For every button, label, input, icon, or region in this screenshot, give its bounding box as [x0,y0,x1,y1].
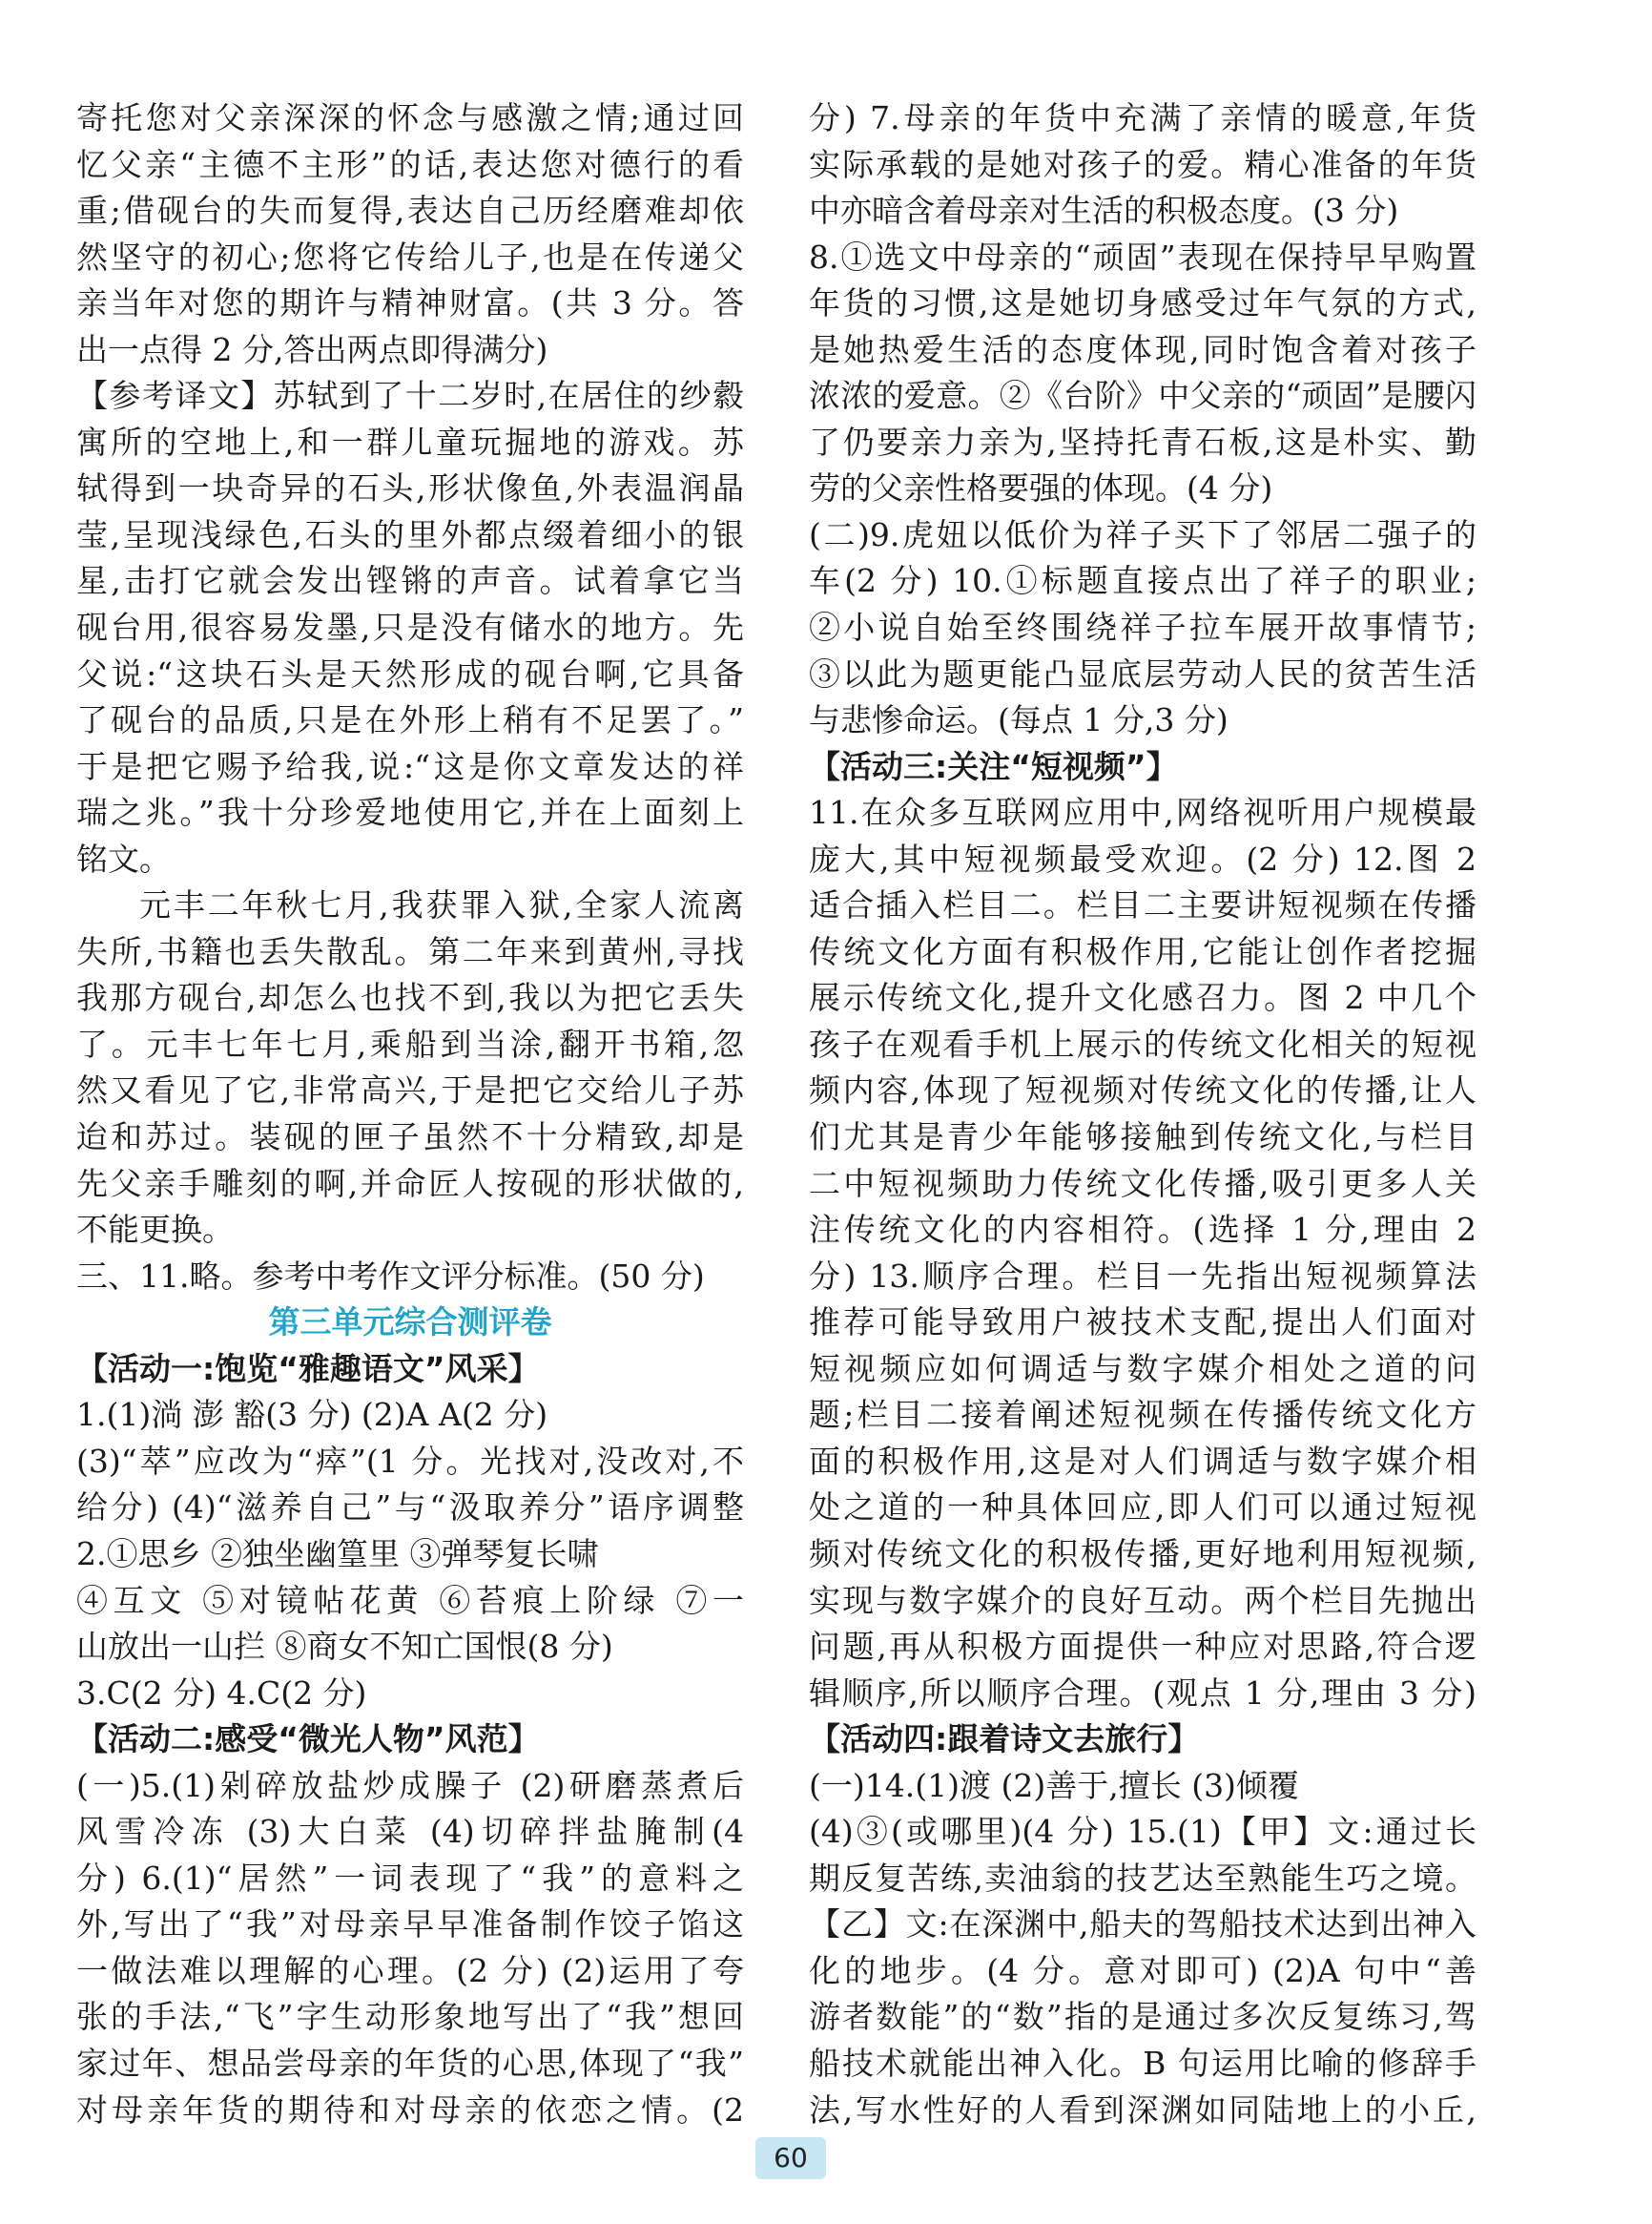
text-line: 1.(1)淌 澎 豁(3 分) (2)A A(2 分) [76,1396,548,1434]
text-line: 山放出一山拦 ⑧商女不知亡国恨(8 分) [76,1628,613,1666]
text-line: 化的地步。(4 分。意对即可) (2)A 句中“善 [809,1951,1476,1989]
text-line: 与悲惨命运。(每点 1 分,3 分) [809,701,1229,739]
text-line: (3)“萃”应改为“瘁”(1 分。光找对,没改对,不 [76,1442,744,1480]
left-column [76,95,744,2133]
text-line: 二中短视频助力传统文化传播,吸引更多人关 [809,1164,1476,1202]
text-line: 寓所的空地上,和一群儿童玩掘地的游戏。苏 [76,423,744,461]
text-line: 张的手法,“飞”字生动形象地写出了“我”想回 [76,1998,744,2036]
text-line: 家过年、想品尝母亲的年货的心思,体现了“我” [76,2044,744,2082]
text-line: 是她热爱生活的态度体现,同时饱含着对孩子 [809,330,1476,368]
text-line: 不能更换。 [76,1211,234,1249]
text-line: 先父亲手雕刻的啊,并命匠人按砚的形状做的, [76,1164,744,1202]
text-line: 对母亲年货的期待和对母亲的依恋之情。(2 [76,2090,744,2129]
text-line: 实际承载的是她对孩子的爱。精心准备的年货 [809,145,1476,183]
text-line: (4)③(或哪里)(4 分) 15.(1)【甲】文:通过长 [809,1813,1476,1851]
section-heading: 【活动四:跟着诗文去旅行】 [809,1720,1200,1758]
text-line: 们尤其是青少年能够接触到传统文化,与栏目 [809,1118,1476,1156]
text-line: 砚台用,很容易发墨,只是没有储水的地方。先 [76,609,744,647]
text-line: 题;栏目二接着阐述短视频在传播传统文化方 [809,1396,1476,1434]
text-line: 星,击打它就会发出铿锵的声音。试着拿它当 [76,562,744,600]
text-line: ③以此为题更能凸显底层劳动人民的贫苦生活 [809,655,1476,693]
text-line: 铭文。 [76,840,171,878]
text-line: 辑顺序,所以顺序合理。(观点 1 分,理由 3 分) [809,1673,1476,1712]
text-line: 3.C(2 分) 4.C(2 分) [76,1673,367,1712]
text-line: (一)14.(1)渡 (2)善于,擅长 (3)倾覆 [809,1766,1299,1804]
section-heading: 【活动一:饱览“雅趣语文”风采】 [76,1349,540,1387]
text-line: 展示传统文化,提升文化感召力。图 2 中几个 [809,979,1476,1017]
text-line: 分) 6.(1)“居然”一词表现了“我”的意料之 [76,1859,744,1897]
text-line: 注传统文化的内容相符。(选择 1 分,理由 2 [809,1211,1476,1249]
text-line: 频对传统文化的积极传播,更好地利用短视频, [809,1534,1476,1572]
text-line: 传统文化方面有积极作用,它能让创作者挖掘 [809,932,1476,970]
section-heading: 【活动三:关注“短视频”】 [809,747,1178,785]
text-line: 频内容,体现了短视频对传统文化的传播,让人 [809,1071,1476,1110]
text-line: 庞大,其中短视频最受欢迎。(2 分) 12.图 2 [809,840,1476,878]
text-line: 莹,呈现浅绿色,石头的里外都点缀着细小的银 [76,515,744,553]
text-line: 8.①选文中母亲的“顽固”表现在保持早早购置 [809,238,1476,276]
text-line: 亲当年对您的期许与精神财富。(共 3 分。答 [76,284,744,322]
text-line: 期反复苦练,卖油翁的技艺达至熟能生巧之境。 [809,1859,1476,1897]
text-line: 分) 7.母亲的年货中充满了亲情的暖意,年货 [809,99,1476,136]
text-line: 给分) (4)“滋养自己”与“汲取养分”语序调整 [76,1488,744,1527]
text-line: 中亦暗含着母亲对生活的积极态度。(3 分) [809,192,1399,230]
text-line: 重;借砚台的失而复得,表达自己历经磨难却依 [76,192,744,230]
text-line: 法,写水性好的人看到深渊如同陆地上的小丘, [809,2090,1476,2129]
text-line: 瑞之兆。”我十分珍爱地使用它,并在上面刻上 [76,794,744,832]
text-line: 分) 13.顺序合理。栏目一先指出短视频算法 [809,1257,1476,1295]
text-line: 失所,书籍也丢失散乱。第二年来到黄州,寻找 [76,932,744,970]
text-line: 面的积极作用,这是对人们调适与数字媒介相 [809,1442,1476,1480]
text-line: 浓浓的爱意。②《台阶》中父亲的“顽固”是腰闪 [809,377,1476,415]
text-line: 劳的父亲性格要强的体现。(4 分) [809,469,1273,508]
text-line: 然又看见了它,非常高兴,于是把它交给儿子苏 [76,1071,744,1110]
text-line: 出一点得 2 分,答出两点即得满分) [76,330,548,368]
section-heading: 【活动二:感受“微光人物”风范】 [76,1720,540,1758]
text-line: 【乙】文:在深渊中,船夫的驾船技术达到出神入 [809,1905,1476,1943]
text-line: 11.在众多互联网应用中,网络视听用户规模最 [809,794,1476,832]
text-line: 游者数能”的“数”指的是通过多次反复练习,驾 [809,1998,1476,2036]
text-line: 忆父亲“主德不主形”的话,表达您对德行的看 [76,145,744,183]
text-line: 【参考译文】苏轼到了十二岁时,在居住的纱縠 [76,377,744,415]
text-line: 元丰二年秋七月,我获罪入狱,全家人流离 [139,886,744,925]
text-line: 寄托您对父亲深深的怀念与感激之情;通过回 [76,99,744,136]
right-column [809,95,1476,2133]
text-line: 了。元丰七年七月,乘船到当涂,翻开书箱,忽 [76,1025,744,1063]
page-number: 60 [755,2137,826,2179]
text-line: 短视频应如何调适与数字媒介相处之道的问 [809,1349,1476,1387]
text-line: 了砚台的品质,只是在外形上稍有不足罢了。” [76,701,744,739]
text-line: 父说:“这块石头是天然形成的砚台啊,它具备 [76,655,744,693]
text-line: 问题,再从积极方面提供一种应对思路,符合逻 [809,1628,1476,1666]
text-line: 三、11.略。参考中考作文评分标准。(50 分) [76,1257,705,1295]
text-line: 外,写出了“我”对母亲早早准备制作饺子馅这 [76,1905,744,1943]
text-line: 孩子在观看手机上展示的传统文化相关的短视 [809,1025,1476,1063]
text-line: ④互文 ⑤对镜帖花黄 ⑥苔痕上阶绿 ⑦一 [76,1581,744,1619]
text-line: 船技术就能出神入化。B 句运用比喻的修辞手 [809,2044,1476,2082]
text-line: 车(2 分) 10.①标题直接点出了祥子的职业; [809,562,1476,600]
text-line: 了仍要亲力亲为,坚持托青石板,这是朴实、勤 [809,423,1476,461]
text-line: 一做法难以理解的心理。(2 分) (2)运用了夸 [76,1951,744,1989]
section-title: 第三单元综合测评卷 [268,1303,552,1341]
text-line: 实现与数字媒介的良好互动。两个栏目先抛出 [809,1581,1476,1619]
text-line: 然坚守的初心;您将它传给儿子,也是在传递父 [76,238,744,276]
text-line: (二)9.虎妞以低价为祥子买下了邻居二强子的 [809,515,1476,553]
text-line: (一)5.(1)剁碎放盐炒成臊子 (2)研磨蒸煮后 [76,1766,744,1804]
text-line: 风雪冷冻 (3)大白菜 (4)切碎拌盐腌制(4 [76,1813,744,1851]
text-line: 我那方砚台,却怎么也找不到,我以为把它丢失 [76,979,744,1017]
text-line: 推荐可能导致用户被技术支配,提出人们面对 [809,1303,1476,1341]
text-line: 2.①思乡 ②独坐幽篁里 ③弹琴复长啸 [76,1534,599,1572]
text-line: ②小说自始至终围绕祥子拉车展开故事情节; [809,609,1476,647]
text-line: 年货的习惯,这是她切身感受过年气氛的方式, [809,284,1476,322]
text-line: 适合插入栏目二。栏目二主要讲短视频在传播 [809,886,1476,925]
text-line: 处之道的一种具体回应,即人们可以通过短视 [809,1488,1476,1527]
text-line: 迨和苏过。装砚的匣子虽然不十分精致,却是 [76,1118,744,1156]
text-line: 轼得到一块奇异的石头,形状像鱼,外表温润晶 [76,469,744,508]
text-line: 于是把它赐予给我,说:“这是你文章发达的祥 [76,747,744,785]
